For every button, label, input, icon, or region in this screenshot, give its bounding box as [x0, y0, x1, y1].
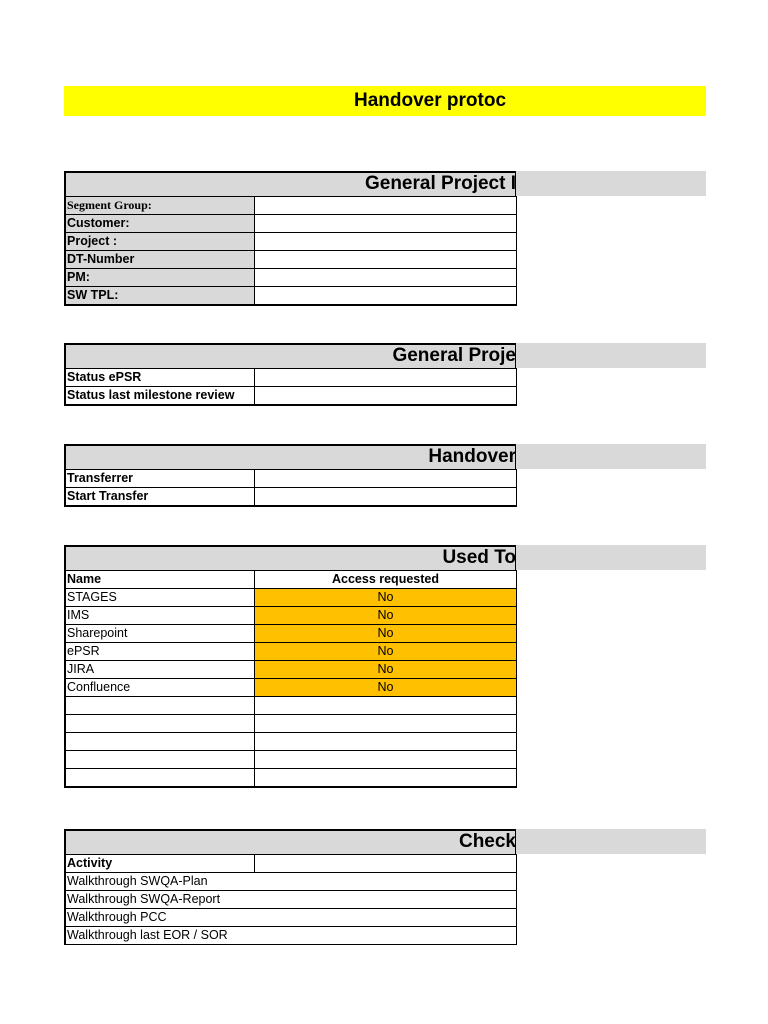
used-tools-table	[64, 570, 517, 788]
table-header-row	[65, 571, 517, 589]
handover-section	[64, 444, 706, 507]
row-label: Status ePSR	[65, 369, 255, 387]
access-cell[interactable]	[255, 769, 517, 788]
document-title: Handover protoc	[354, 90, 507, 111]
table-row	[65, 891, 517, 909]
access-dropdown-cell[interactable]: No	[255, 625, 517, 643]
tool-name: STAGES	[65, 589, 255, 607]
table-row	[65, 625, 517, 643]
section-title: General Project I	[364, 173, 516, 194]
table-row	[65, 287, 517, 306]
access-dropdown-cell[interactable]: No	[255, 661, 517, 679]
general-status-table	[64, 368, 517, 406]
row-label: Transferrer	[65, 470, 255, 488]
table-row	[65, 643, 517, 661]
general-status-section	[64, 343, 706, 406]
access-dropdown-cell[interactable]: No	[255, 643, 517, 661]
section-title: General Proje	[392, 345, 516, 366]
tool-name: Confluence	[65, 679, 255, 697]
table-row	[65, 607, 517, 625]
section-title: Used To	[442, 547, 516, 568]
activity-item: Walkthrough PCC	[65, 909, 517, 927]
tool-name[interactable]	[65, 769, 255, 788]
table-row	[65, 927, 517, 945]
access-cell[interactable]	[255, 733, 517, 751]
row-label: PM:	[65, 269, 255, 287]
access-dropdown-cell[interactable]: No	[255, 607, 517, 625]
section-header	[64, 444, 706, 469]
tool-name[interactable]	[65, 715, 255, 733]
tool-name: Sharepoint	[65, 625, 255, 643]
row-value-cell[interactable]	[255, 287, 517, 306]
table-row	[65, 369, 517, 387]
activity-item: Walkthrough SWQA-Plan	[65, 873, 517, 891]
row-value-cell[interactable]	[255, 215, 517, 233]
row-label: SW TPL:	[65, 287, 255, 306]
activity-item: Walkthrough SWQA-Report	[65, 891, 517, 909]
tool-name: IMS	[65, 607, 255, 625]
column-header-name: Name	[65, 571, 255, 589]
table-row	[65, 387, 517, 406]
table-row	[65, 661, 517, 679]
tool-name[interactable]	[65, 697, 255, 715]
row-value-cell[interactable]	[255, 197, 517, 215]
table-row	[65, 233, 517, 251]
section-header	[64, 171, 706, 196]
table-row	[65, 269, 517, 287]
used-tools-section	[64, 545, 706, 788]
tool-name: JIRA	[65, 661, 255, 679]
general-project-section	[64, 171, 706, 306]
activity-item: Walkthrough last EOR / SOR	[65, 927, 517, 945]
access-dropdown-cell[interactable]: No	[255, 679, 517, 697]
tool-name[interactable]	[65, 733, 255, 751]
row-label: Customer:	[65, 215, 255, 233]
row-label: Start Transfer	[65, 488, 255, 507]
table-row	[65, 679, 517, 697]
general-project-table	[64, 196, 517, 306]
checklist-table	[64, 854, 517, 945]
table-row	[65, 751, 517, 769]
table-row	[65, 909, 517, 927]
access-cell[interactable]	[255, 697, 517, 715]
checklist-section	[64, 829, 706, 945]
row-label: Status last milestone review	[65, 387, 255, 406]
section-title: Handover	[428, 446, 516, 467]
table-row	[65, 488, 517, 507]
section-title: Check	[458, 831, 516, 852]
tool-name[interactable]	[65, 751, 255, 769]
row-value-cell[interactable]	[255, 269, 517, 287]
table-row	[65, 697, 517, 715]
handover-table	[64, 469, 517, 507]
row-label: Segment Group:	[65, 197, 255, 215]
table-row	[65, 470, 517, 488]
access-dropdown-cell[interactable]: No	[255, 589, 517, 607]
tool-name: ePSR	[65, 643, 255, 661]
row-value-cell[interactable]	[255, 251, 517, 269]
section-header	[64, 829, 706, 854]
header-empty-cell	[255, 855, 517, 873]
table-header-row	[65, 855, 517, 873]
access-cell[interactable]	[255, 751, 517, 769]
table-row	[65, 251, 517, 269]
row-value-cell[interactable]	[255, 369, 517, 387]
table-row	[65, 589, 517, 607]
table-row	[65, 197, 517, 215]
row-value-cell[interactable]	[255, 488, 517, 507]
column-header-access: Access requested	[255, 571, 517, 589]
column-header-activity: Activity	[65, 855, 255, 873]
table-row	[65, 873, 517, 891]
row-label: DT-Number	[65, 251, 255, 269]
table-row	[65, 769, 517, 788]
row-value-cell[interactable]	[255, 233, 517, 251]
row-value-cell[interactable]	[255, 470, 517, 488]
section-header	[64, 343, 706, 368]
access-cell[interactable]	[255, 715, 517, 733]
row-label: Project :	[65, 233, 255, 251]
row-value-cell[interactable]	[255, 387, 517, 406]
table-row	[65, 215, 517, 233]
section-header	[64, 545, 706, 570]
table-row	[65, 733, 517, 751]
table-row	[65, 715, 517, 733]
